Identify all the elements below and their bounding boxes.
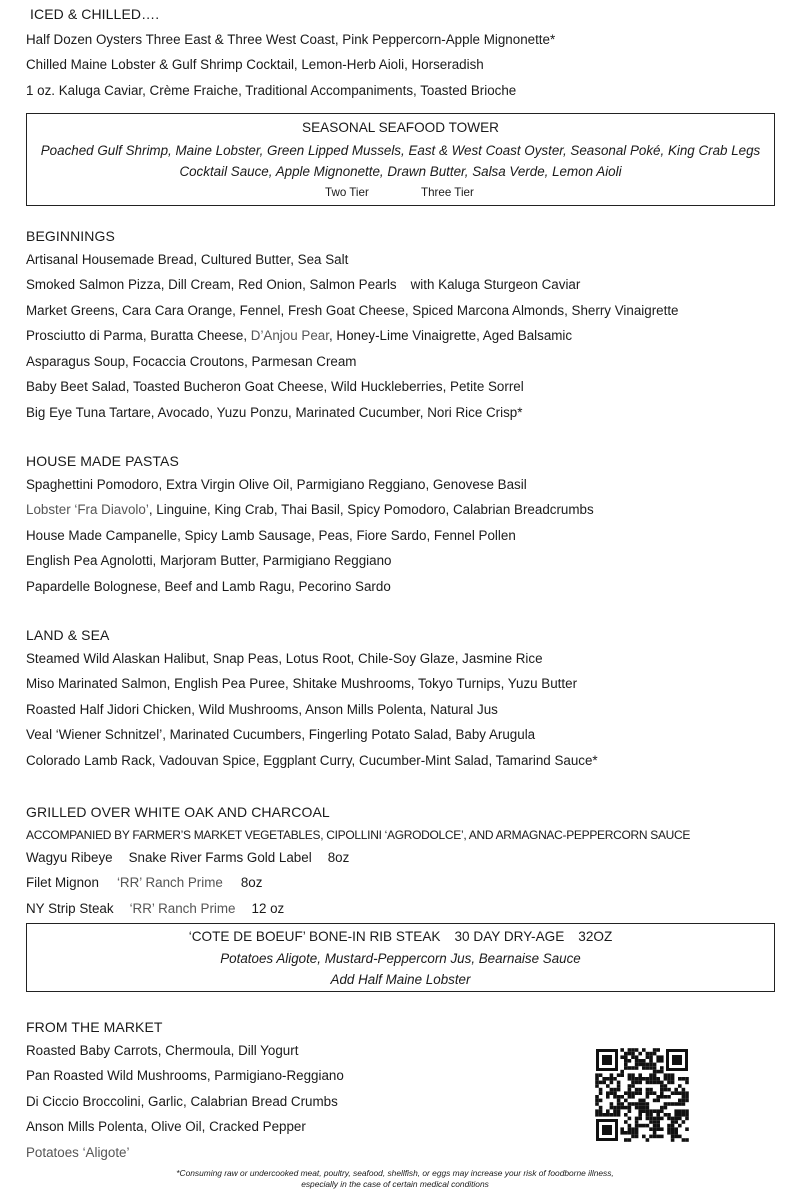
steak-row xyxy=(26,875,262,890)
menu-item: Miso Marinated Salmon, English Pea Puree, Shitake Mushrooms, Tokyo Turnips, Yuzu Butter xyxy=(26,676,578,691)
cote-addon: Add Half Maine Lobster xyxy=(330,972,471,987)
cote-dry-age: 30 DAY DRY-AGE xyxy=(454,929,565,944)
disclaimer-line: *Consuming raw or undercooked meat, poultry, seafood, shellfish, or eggs may increase your risk of foodborne illness, xyxy=(176,1168,614,1178)
menu-item xyxy=(26,502,594,517)
menu-item: Papardelle Bolognese, Beef and Lamb Ragu, Pecorino Sardo xyxy=(26,579,391,594)
section-heading-beginnings: BEGINNINGS xyxy=(26,228,115,244)
menu-item: Colorado Lamb Rack, Vadouvan Spice, Eggplant Curry, Cucumber-Mint Salad, Tamarind Sauce* xyxy=(26,753,598,768)
menu-item: Artisanal Housemade Bread, Cultured Butter, Sea Salt xyxy=(26,252,349,267)
seafood-tower-title: SEASONAL SEAFOOD TOWER xyxy=(302,120,499,135)
caviar-addon: with Kaluga Sturgeon Caviar xyxy=(410,277,581,292)
menu-item: Roasted Half Jidori Chicken, Wild Mushrooms, Anson Mills Polenta, Natural Jus xyxy=(26,702,498,717)
lobster-description: , Linguine, King Crab, Thai Basil, Spicy Pomodoro, Calabrian Breadcrumbs xyxy=(148,502,594,517)
cote-accompaniments: Potatoes Aligote, Mustard-Peppercorn Jus, Bearnaise Sauce xyxy=(220,951,581,966)
menu-item: Di Ciccio Broccolini, Garlic, Calabrian Bread Crumbs xyxy=(26,1094,338,1109)
menu-item xyxy=(26,328,572,343)
grilled-subheading: ACCOMPANIED BY FARMER’S MARKET VEGETABLES, CIPOLLINI ‘AGRODOLCE’, AND ARMAGNAC-PEPPERCORN SAUCE xyxy=(26,828,691,842)
cote-de-boeuf-box xyxy=(26,923,775,992)
menu-item: Roasted Baby Carrots, Chermoula, Dill Yogurt xyxy=(26,1043,299,1058)
tower-tier-three: Three Tier xyxy=(421,186,474,199)
steak-size: 8oz xyxy=(240,875,263,890)
menu-item: Anson Mills Polenta, Olive Oil, Cracked Pepper xyxy=(26,1119,306,1134)
menu-item-text: Smoked Salmon Pizza, Dill Cream, Red Onion, Salmon Pearls xyxy=(26,277,397,292)
qr-code[interactable] xyxy=(594,1047,690,1143)
menu-item: English Pea Agnolotti, Marjoram Butter, Parmigiano Reggiano xyxy=(26,553,392,568)
menu-item: Potatoes ‘Aligote’ xyxy=(26,1145,130,1160)
section-heading-grilled: GRILLED OVER WHITE OAK AND CHARCOAL xyxy=(26,804,330,820)
menu-item: Pan Roasted Wild Mushrooms, Parmigiano-Reggiano xyxy=(26,1068,344,1083)
menu-item: Spaghettini Pomodoro, Extra Virgin Olive Oil, Parmigiano Reggiano, Genovese Basil xyxy=(26,477,527,492)
lobster-fra-diavolo: Lobster ‘Fra Diavolo’ xyxy=(26,502,149,517)
steak-size: 12 oz xyxy=(251,901,285,916)
menu-item: Baby Beet Salad, Toasted Bucheron Goat Cheese, Wild Huckleberries, Petite Sorrel xyxy=(26,379,524,394)
menu-item: Veal ‘Wiener Schnitzel’, Marinated Cucumbers, Fingerling Potato Salad, Baby Arugula xyxy=(26,727,536,742)
menu-item: Half Dozen Oysters Three East & Three West Coast, Pink Peppercorn-Apple Mignonette* xyxy=(26,32,556,47)
cote-de-boeuf-title xyxy=(27,929,774,944)
steak-source: ‘RR’ Ranch Prime xyxy=(129,901,236,916)
steak-row xyxy=(26,901,284,916)
steak-source: Snake River Farms Gold Label xyxy=(128,850,312,865)
prosciutto-text: Prosciutto di Parma, Buratta Cheese, xyxy=(26,328,251,343)
menu-item: Steamed Wild Alaskan Halibut, Snap Peas, Lotus Root, Chile-Soy Glaze, Jasmine Rice xyxy=(26,651,543,666)
menu-item: Market Greens, Cara Cara Orange, Fennel, Fresh Goat Cheese, Spiced Marcona Almonds, Sherry Vinaigrette xyxy=(26,303,679,318)
section-heading-iced: ICED & CHILLED…. xyxy=(30,6,160,22)
cote-size: 32OZ xyxy=(578,929,613,944)
steak-name: NY Strip Steak xyxy=(26,901,114,916)
steak-row xyxy=(26,850,349,865)
seafood-tower-description: Poached Gulf Shrimp, Maine Lobster, Green Lipped Mussels, East & West Coast Oyster, Seasonal Poké, King Crab Legs xyxy=(40,143,761,158)
seafood-tower-box xyxy=(26,113,775,206)
steak-name: Filet Mignon xyxy=(26,875,99,890)
menu-item: House Made Campanelle, Spicy Lamb Sausage, Peas, Fiore Sardo, Fennel Pollen xyxy=(26,528,516,543)
section-heading-market: FROM THE MARKET xyxy=(26,1019,163,1035)
menu-item: Asparagus Soup, Focaccia Croutons, Parmesan Cream xyxy=(26,354,357,369)
menu-item: 1 oz. Kaluga Caviar, Crème Fraiche, Traditional Accompaniments, Toasted Brioche xyxy=(26,83,517,98)
seafood-tower-sauces: Cocktail Sauce, Apple Mignonette, Drawn Butter, Salsa Verde, Lemon Aioli xyxy=(179,164,622,179)
disclaimer-line: especially in the case of certain medical conditions xyxy=(301,1179,489,1189)
menu-item: Big Eye Tuna Tartare, Avocado, Yuzu Ponzu, Marinated Cucumber, Nori Rice Crisp* xyxy=(26,405,523,420)
steak-source: ‘RR’ Ranch Prime xyxy=(116,875,223,890)
food-safety-disclaimer xyxy=(150,1168,640,1190)
steak-size: 8oz xyxy=(327,850,350,865)
menu-item xyxy=(26,277,580,292)
tower-tier-two: Two Tier xyxy=(325,186,369,199)
section-heading-pastas: HOUSE MADE PASTAS xyxy=(26,453,179,469)
menu-item: Chilled Maine Lobster & Gulf Shrimp Cocktail, Lemon-Herb Aioli, Horseradish xyxy=(26,57,484,72)
prosciutto-text-end: , Honey-Lime Vinaigrette, Aged Balsamic xyxy=(328,328,573,343)
section-heading-land-sea: LAND & SEA xyxy=(26,627,110,643)
cote-title: ‘COTE DE BOEUF’ BONE-IN RIB STEAK xyxy=(188,929,441,944)
steak-name: Wagyu Ribeye xyxy=(26,850,113,865)
pear-text: D’Anjou Pear xyxy=(250,328,329,343)
